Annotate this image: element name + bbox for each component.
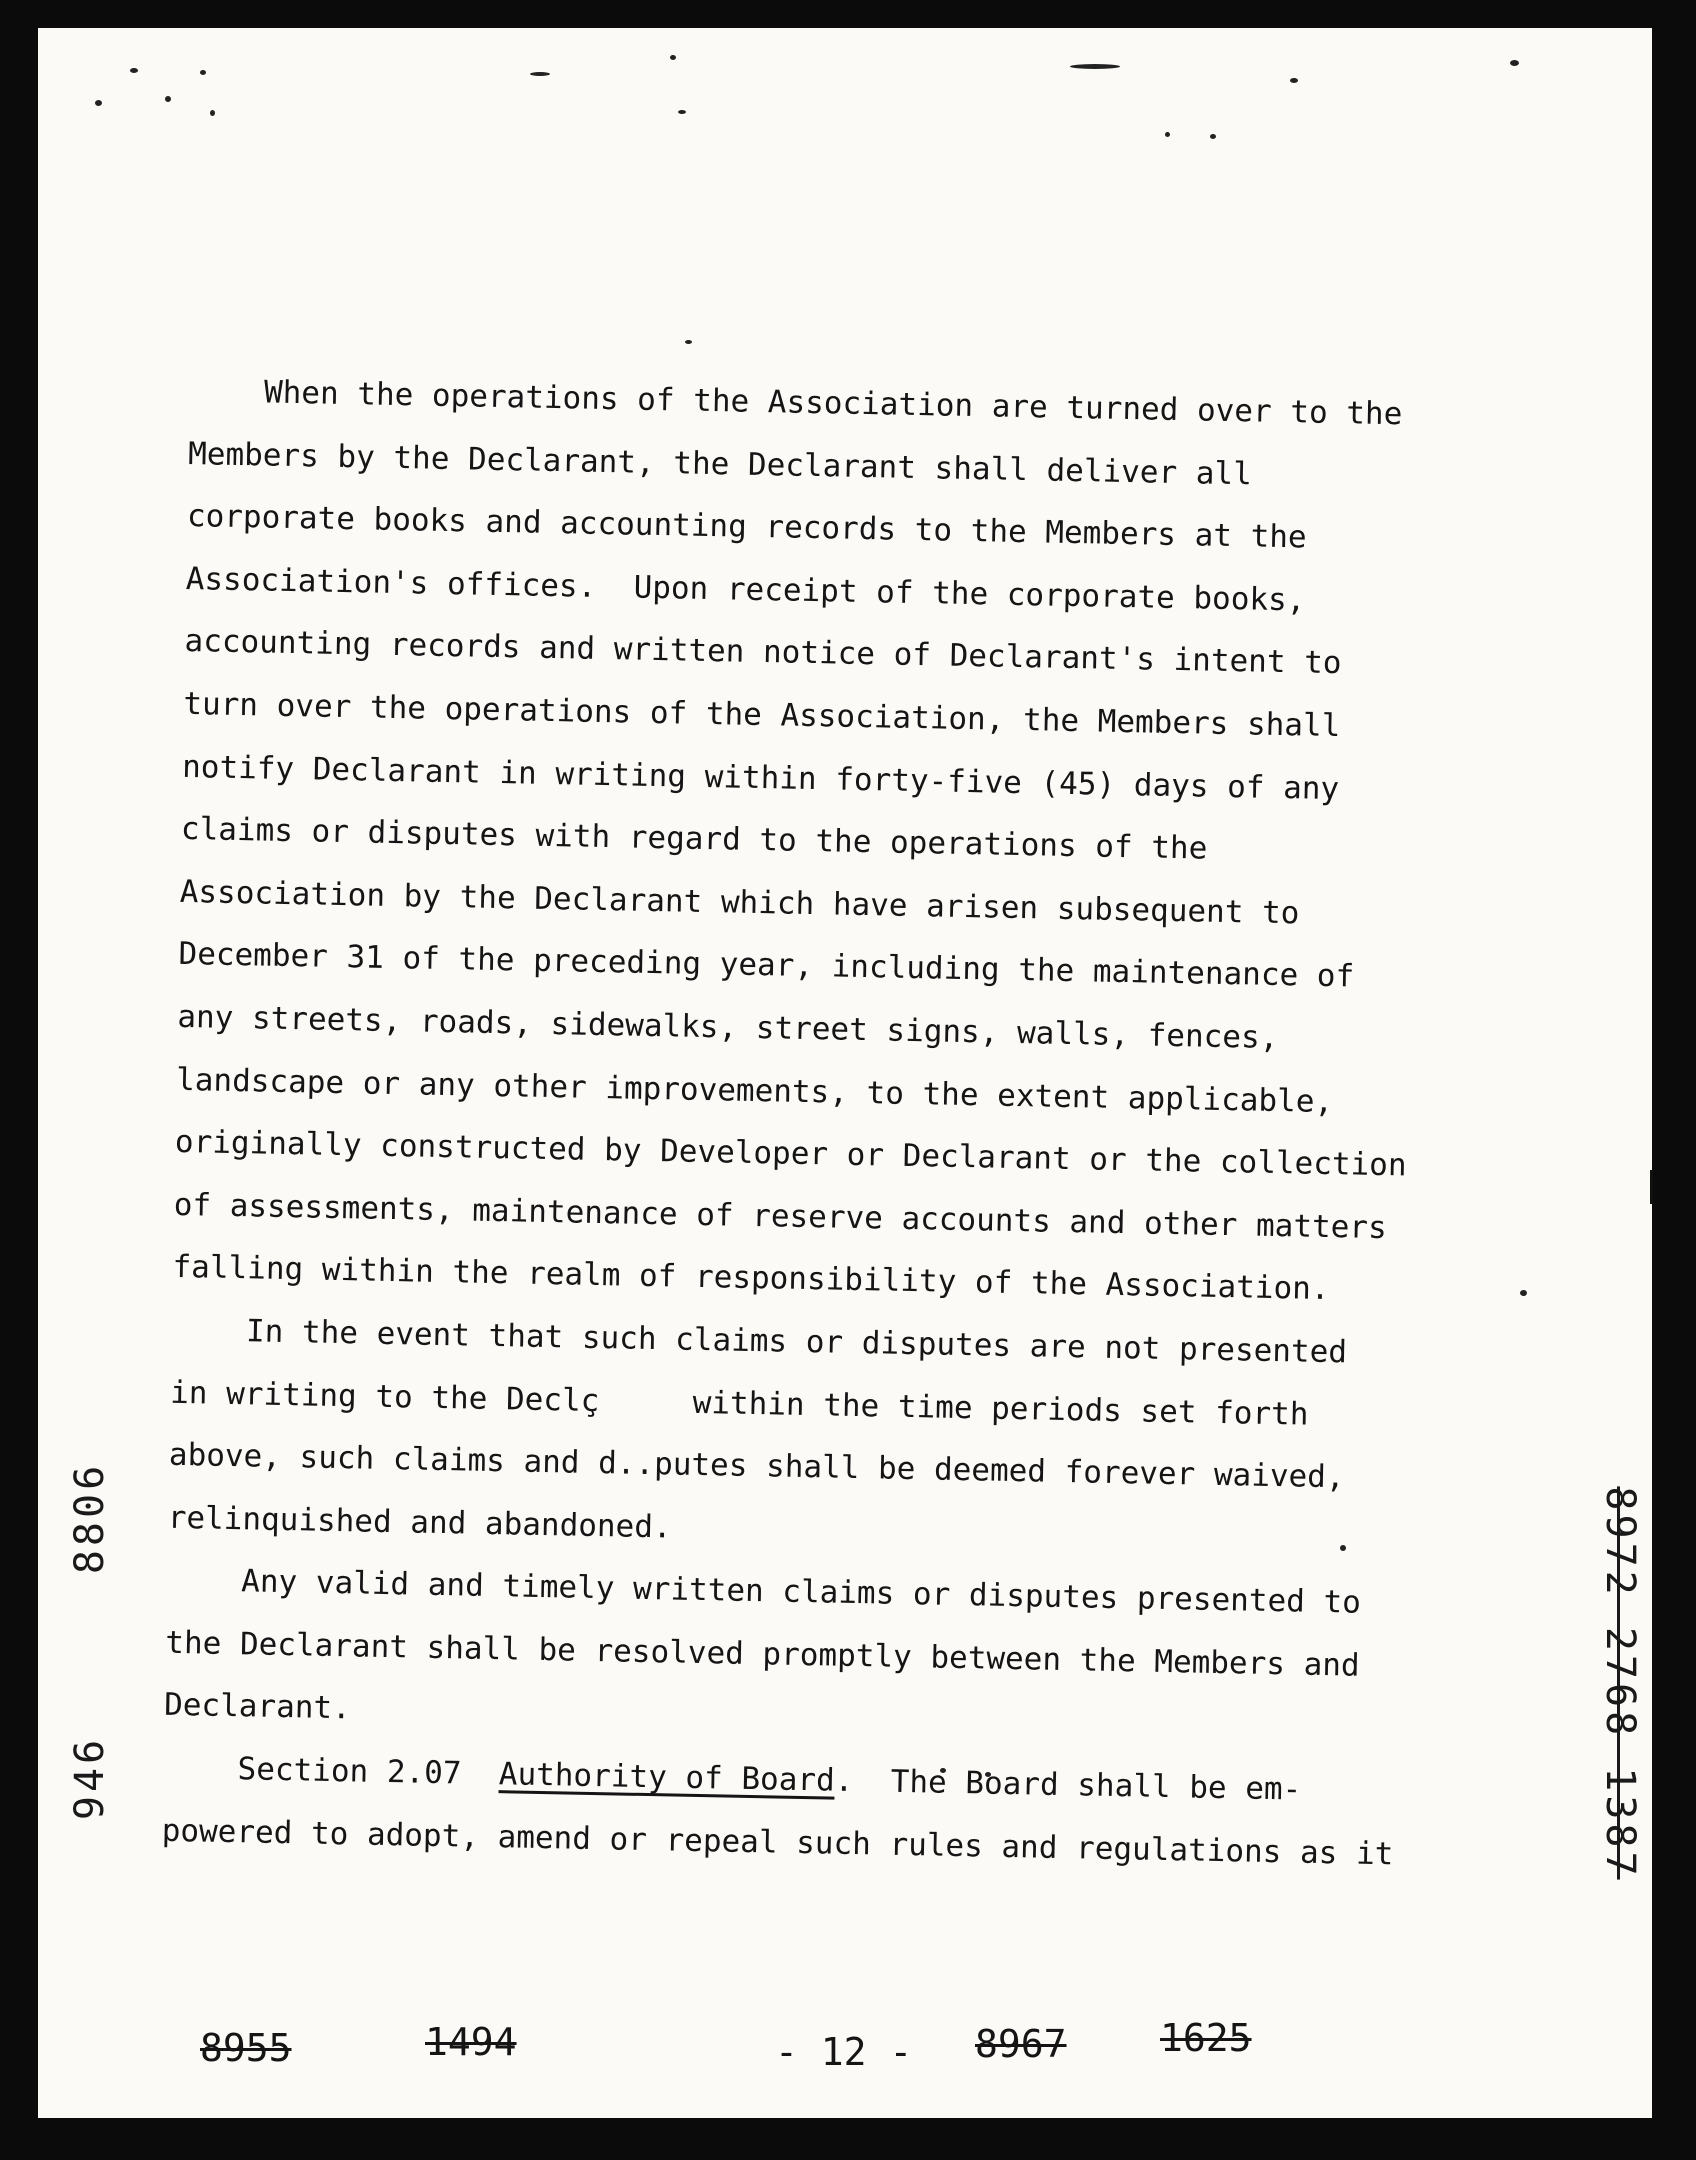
text-line: landscape or any other improvements, to the extent applicable, [175, 1061, 1334, 1120]
page-number: - 12 - [775, 2030, 913, 2074]
scan-speck [1510, 60, 1519, 66]
text-line: any streets, roads, sidewalks, street signs, walls, fences, [177, 998, 1279, 1056]
text-line: notify Declarant in writing within forty-five (45) days of any [181, 748, 1340, 807]
footer-stamp-left-2: 1494 [425, 2020, 517, 2064]
text-line: Association's offices. Upon receipt of the corporate books, [185, 560, 1306, 619]
text-line: In the event that such claims or disputes are not presented [171, 1311, 1348, 1371]
section-title: Authority of Board [498, 1756, 836, 1799]
document-body [161, 360, 1610, 1889]
scan-speck [685, 340, 692, 344]
text-line: corporate books and accounting records to the Members at the [186, 498, 1307, 556]
section-text: . The Board shall be em- [834, 1762, 1302, 1808]
scan-edge-mark [1650, 1170, 1653, 1204]
scan-speck [165, 96, 171, 102]
text-line: powered to adopt, amend or repeal such rules and regulations as it [161, 1812, 1394, 1873]
margin-number-upper: 8806 [67, 1461, 113, 1575]
text-line: relinquished and abandoned. [167, 1499, 672, 1546]
text-line: turn over the operations of the Association, the Members shall [183, 685, 1341, 745]
section-number: Section 2.07 [162, 1749, 500, 1793]
scan-speck [1210, 134, 1216, 139]
text-line: December 31 of the preceding year, including the maintenance of [178, 936, 1355, 995]
scan-speck [530, 72, 550, 76]
text-line: in writing to the Declç within the time periods set forth [169, 1374, 1309, 1433]
text-line: originally constructed by Developer or Declarant or the collection [174, 1123, 1407, 1184]
scan-speck [210, 110, 215, 116]
scan-speck [1070, 64, 1120, 69]
scan-speck [670, 55, 676, 60]
text-line: Any valid and timely written claims or disputes presented to [166, 1562, 1362, 1621]
text-line: falling within the realm of responsibility of the Association. [172, 1249, 1330, 1308]
footer-stamp-right-2: 1625 [1160, 2016, 1252, 2060]
scan-speck [130, 68, 138, 73]
margin-stamp-right: 8972 2768 1387 [1597, 1486, 1643, 1880]
scan-speck [1290, 78, 1298, 83]
margin-number-lower: 946 [67, 1735, 113, 1821]
text-line: claims or disputes with regard to the operations of the [180, 811, 1208, 867]
text-line: accounting records and written notice of Declarant's intent to [184, 623, 1342, 682]
text-line: Association by the Declarant which have arisen subsequent to [179, 873, 1300, 932]
scan-speck [200, 70, 206, 75]
text-line: the Declarant shall be resolved promptly between the Members and [165, 1624, 1360, 1684]
text-line: When the operations of the Association are turned over to the [189, 372, 1403, 433]
footer-stamp-left: 8955 [200, 2026, 292, 2070]
text-line: above, such claims and d..putes shall be deemed forever waived, [168, 1436, 1345, 1496]
footer-stamp-right: 8967 [975, 2022, 1067, 2066]
scan-speck [678, 110, 686, 114]
text-line: Members by the Declarant, the Declarant shall deliver all [187, 435, 1253, 492]
text-line: Declarant. [163, 1687, 352, 1727]
scan-speck [1165, 132, 1170, 137]
text-line: of assessments, maintenance of reserve accounts and other matters [173, 1186, 1388, 1246]
scan-speck [95, 100, 102, 106]
